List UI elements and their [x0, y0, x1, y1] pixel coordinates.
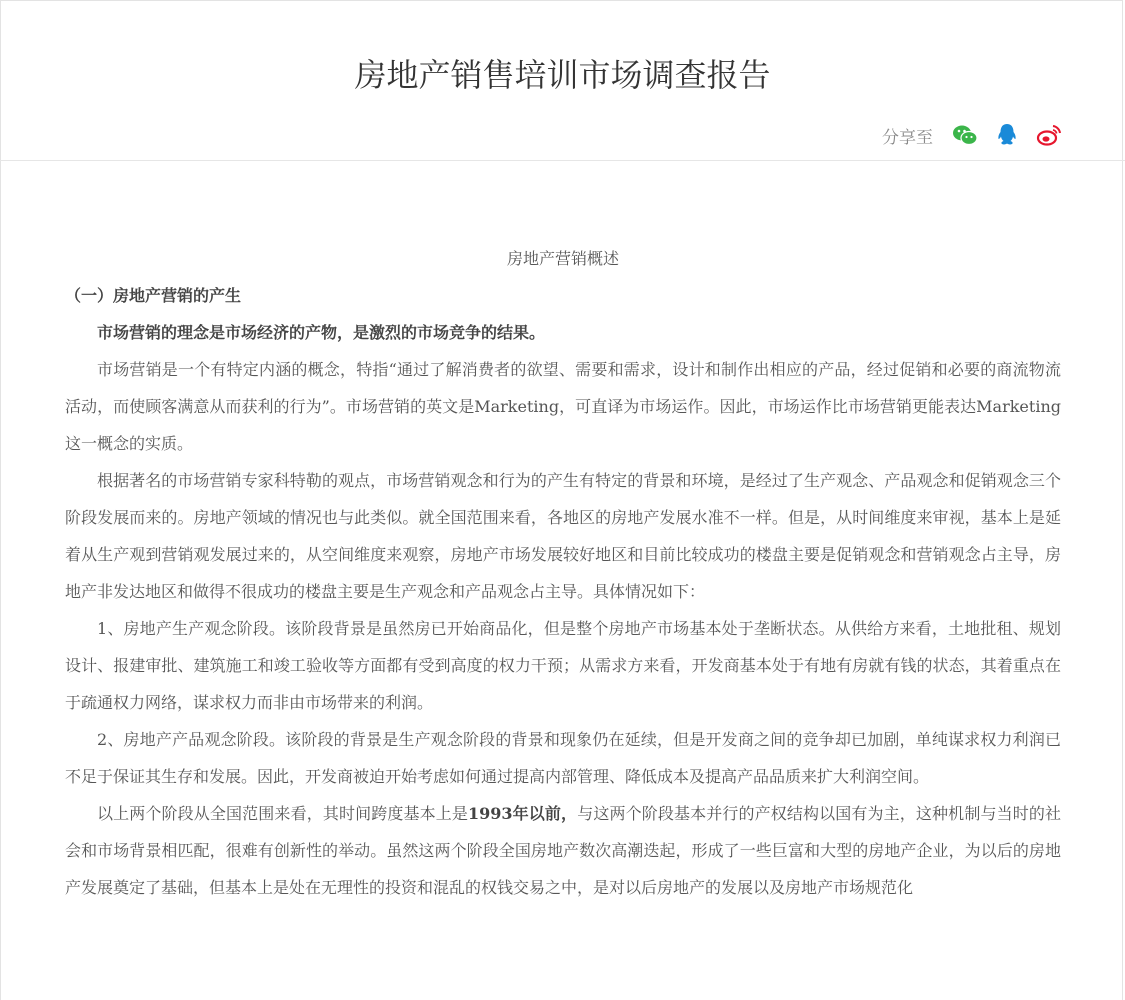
- paragraph-4: 2、房地产产品观念阶段。该阶段的背景是生产观念阶段的背景和现象仍在延续，但是开发商之间的竞争却已加剧，单纯谋求权力利润已不足于保证其生存和发展。因此，开发商被迫开始考虑如何通过提高内部管理、降低成本及提高产品品质来扩大利润空间。: [65, 730, 1061, 786]
- wechat-icon[interactable]: [951, 121, 979, 149]
- share-bar: [882, 121, 1063, 149]
- section-title: 房地产营销概述: [506, 249, 619, 268]
- paragraph-2: 根据著名的市场营销专家科特勒的观点，市场营销观念和行为的产生有特定的背景和环境，是经过了生产观念、产品观念和促销观念三个阶段发展而来的。房地产领域的情况也与此类似。就全国范围来看，各地区的房地产发展水准不一样。但是，从时间维度来审视，基本上是延着从生产观到营销观发展过来的，从空间维度来观察，房地产市场发展较好地区和目前比较成功的楼盘主要是促销观念和营销观念占主导，房地产非发达地区和做得不很成功的楼盘主要是生产观念和产品观念占主导。具体情况如下：: [65, 471, 1061, 601]
- paragraph-5-end: 与这两个阶段基本并行的产权结构以国有为主，这种机制与当时的社会和市场背景相匹配，很难有创新性的举动。虽然这两个阶段全国房地产数次高潮迭起，形成了一些巨富和大型的房地产企业，为以后的房地产发展奠定了基础，但基本上是处在无理性的投资和混乱的权钱交易之中，是对以后房地产的发展以及房地产市场规范化: [65, 804, 1061, 897]
- lead-paragraph: 市场营销的理念是市场经济的产物，是激烈的市场竞争的结果。: [97, 323, 546, 342]
- paragraph-5: [65, 795, 1061, 906]
- paragraph-5-emphasis: 1993年以前，: [468, 804, 578, 823]
- share-label: 分享至: [882, 127, 933, 148]
- qq-icon[interactable]: [993, 121, 1021, 149]
- paragraph-3: 1、房地产生产观念阶段。该阶段背景是虽然房已开始商品化，但是整个房地产市场基本处于垄断状态。从供给方来看，土地批租、规划设计、报建审批、建筑施工和竣工验收等方面都有受到高度的权力干预；从需求方来看，开发商基本处于有地有房就有钱的状态，其着重点在于疏通权力网络，谋求权力而非由市场带来的利润。: [65, 619, 1061, 712]
- article-header: [0, 0, 1125, 161]
- paragraph-5-start: 以上两个阶段从全国范围来看，其时间跨度基本上是: [97, 804, 468, 823]
- page-title: 房地产销售培训市场调查报告: [354, 56, 771, 94]
- subheading: （一）房地产营销的产生: [65, 286, 242, 305]
- weibo-icon[interactable]: [1035, 121, 1063, 149]
- paragraph-1: 市场营销是一个有特定内涵的概念，特指“通过了解消费者的欲望、需要和需求，设计和制作出相应的产品，经过促销和必要的商流物流活动，而使顾客满意从而获利的行为”。市场营销的英文是Marketing，可直译为市场运作。因此，市场运作比市场营销更能表达Marketing这一概念的实质。: [65, 360, 1061, 453]
- article-body: [65, 240, 1061, 906]
